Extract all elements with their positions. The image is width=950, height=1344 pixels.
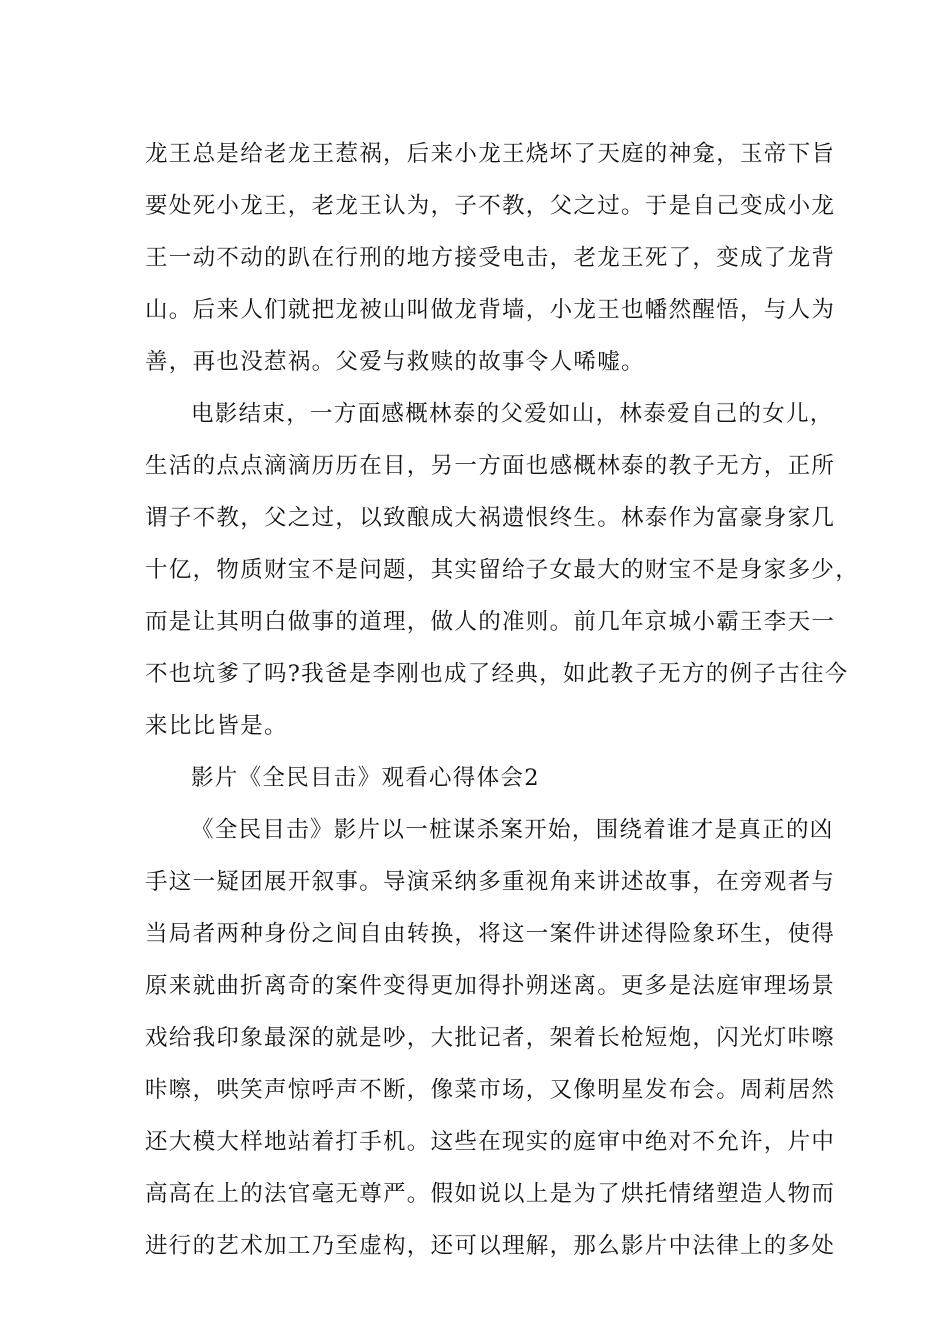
- text-line: 还大模大样地站着打手机。这些在现实的庭审中绝对不允许，片中: [145, 1129, 836, 1155]
- text-line: 不也坑爹了吗?我爸是李刚也成了经典，如此教子无方的例子古往今: [145, 661, 849, 687]
- text-line: 而是让其明白做事的道理，做人的准则。前几年京城小霸王李天一: [145, 609, 836, 635]
- text-line: 十亿，物质财宝不是问题，其实留给子女最大的财宝不是身家多少，: [145, 557, 860, 583]
- text-line: 咔嚓，哄笑声惊呼声不断，像菜市场，又像明星发布会。周莉居然: [145, 1077, 836, 1103]
- text-line: 进行的艺术加工乃至虚构，还可以理解，那么影片中法律上的多处: [145, 1233, 836, 1259]
- text-line: 原来就曲折离奇的案件变得更加得扑朔迷离。更多是法庭审理场景: [145, 973, 836, 999]
- text-line: 龙王总是给老龙王惹祸，后来小龙王烧坏了天庭的神龛，玉帝下旨: [145, 141, 836, 167]
- text-line: 戏给我印象最深的就是吵，大批记者，架着长枪短炮，闪光灯咔嚓: [145, 1025, 836, 1051]
- text-line: 谓子不教，父之过，以致酿成大祸遗恨终生。林泰作为富豪身家几: [145, 505, 836, 531]
- text-line: 影片《全民目击》观看心得体会2: [191, 765, 540, 791]
- text-line: 王一动不动的趴在行刑的地方接受电击，老龙王死了，变成了龙背: [145, 245, 836, 271]
- text-line: 要处死小龙王，老龙王认为，子不教，父之过。于是自己变成小龙: [145, 193, 836, 219]
- text-line: 善，再也没惹祸。父爱与救赎的故事令人唏嘘。: [145, 349, 645, 375]
- text-line: 生活的点点滴滴历历在目，另一方面也感概林泰的教子无方，正所: [145, 453, 836, 479]
- text-line: 电影结束，一方面感概林泰的父爱如山，林泰爱自己的女儿，: [191, 401, 834, 427]
- text-line: 手这一疑团展开叙事。导演采纳多重视角来讲述故事，在旁观者与: [145, 869, 836, 895]
- body-text: [145, 128, 860, 1272]
- text-line: 《全民目击》影片以一桩谋杀案开始，围绕着谁才是真正的凶: [191, 817, 834, 843]
- text-line: 当局者两种身份之间自由转换，将这一案件讲述得险象环生，使得: [145, 921, 836, 947]
- text-line: 高高在上的法官毫无尊严。假如说以上是为了烘托情绪塑造人物而: [145, 1181, 836, 1207]
- text-line: 山。后来人们就把龙被山叫做龙背墙，小龙王也幡然醒悟，与人为: [145, 297, 836, 323]
- text-line: 来比比皆是。: [145, 713, 288, 739]
